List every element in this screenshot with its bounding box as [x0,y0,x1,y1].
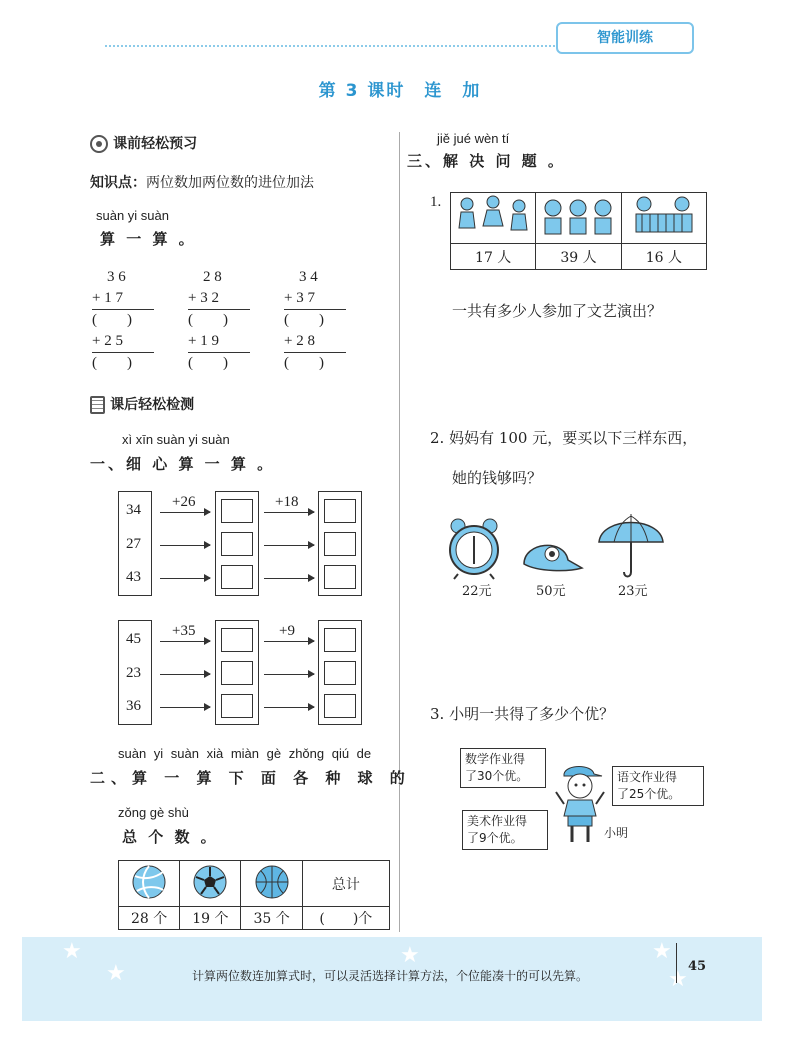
q1-heading: 一、细 心 算 一 算 。 [90,455,276,473]
star-icon: ★ [400,943,420,968]
sum-line: + 2 5 [92,333,123,349]
star-icon: ★ [62,939,82,964]
boy-xiaoming-icon [552,762,608,848]
accordion-cell [621,193,706,244]
arrow-right-icon [264,512,314,513]
sum-line: + 3 7 [284,290,315,306]
answer-box[interactable] [221,499,253,523]
calculator-icon [90,396,105,414]
answer-box[interactable] [221,565,253,589]
answer-box[interactable] [324,628,356,652]
singers-cell [536,193,621,244]
sum-line: + 1 7 [92,290,123,306]
basketball-icon [254,864,290,900]
arrow-right-icon [160,512,210,513]
soccer-ball-cell [180,861,241,907]
knowledge-label: 知识点： [90,175,146,191]
input-number: 23 [126,665,141,681]
math-speech-bubble [460,748,546,788]
bubble-line: 了9个优。 [467,831,523,845]
answer-column-1b [318,491,362,596]
count-cell: 35 个 [241,907,302,930]
operator-label: +26 [172,494,196,510]
ball-count-table [118,860,390,930]
performers-table [450,192,707,270]
calc-heading: 算 一 算 。 [100,230,197,248]
problem-1-number: 1. [430,194,442,210]
operator-label: +35 [172,623,196,639]
answer-blank[interactable]: ( ) [188,355,228,371]
answer-box[interactable] [221,661,253,685]
operator-label: +9 [279,623,295,639]
bubble-line: 了30个优。 [465,769,529,783]
dotted-rule [105,45,555,47]
footer-tip: 计算两位数连加算式时，可以灵活选择计算方法，个位能凑十的可以先算。 [192,969,589,983]
volleyball-cell [119,861,180,907]
answer-column-1a [215,491,259,596]
sum-line: + 1 9 [188,333,219,349]
q2-heading-2: 总 个 数 。 [122,828,219,846]
preview-section-title: 课前轻松预习 [113,136,198,152]
arrow-right-icon [160,641,210,642]
sum-line: + 2 8 [284,333,315,349]
cap-price: 50元 [536,584,566,599]
sum-line: 2 8 [188,269,222,285]
q2-pinyin-1: suàn yi suàn xià miàn gè zhǒng qiú de [118,746,372,761]
dancers-cell [451,193,536,244]
answer-column-2a [215,620,259,725]
problem-pinyin: jiě jué wèn tí [437,131,510,146]
volleyball-icon [131,864,167,900]
soccer-ball-icon [192,864,228,900]
bubble-line: 了25个优。 [617,787,681,801]
test-section-header [90,394,194,414]
basketball-cell [241,861,302,907]
arrow-right-icon [160,545,210,546]
star-icon: ★ [652,939,672,964]
answer-blank[interactable]: ( ) [188,312,228,328]
sum-line: 3 4 [284,269,318,285]
count-cell: 16 人 [621,244,706,270]
header-badge: 智能训练 [556,22,694,54]
input-number: 45 [126,631,141,647]
answer-column-2b [318,620,362,725]
calc-pinyin: suàn yi suàn [96,208,169,223]
q1-pinyin: xì xīn suàn yi suàn [122,432,230,447]
count-cell: 19 个 [180,907,241,930]
problem-2-line-2: 她的钱够吗？ [452,469,543,487]
cap-icon [518,534,584,578]
accordion-players-icon [624,194,704,238]
problem-heading: 三、解 决 问 题 。 [407,152,566,170]
star-icon: ★ [106,961,126,986]
page-title: 第 3 课时 连 加 [318,81,482,101]
count-cell: 28 个 [119,907,180,930]
singing-children-icon [538,194,618,238]
column-divider [399,132,400,932]
clock-price: 22元 [462,584,492,599]
input-number: 34 [126,502,141,518]
answer-box[interactable] [221,532,253,556]
sum-line: 3 6 [92,269,126,285]
arrow-right-icon [160,578,210,579]
vertical-sum-2 [188,267,250,374]
answer-blank[interactable]: ( ) [284,312,324,328]
input-column-2 [118,620,152,725]
answer-blank[interactable]: ( ) [92,312,132,328]
operator-label: +18 [275,494,299,510]
answer-box[interactable] [324,499,356,523]
count-cell: 17 人 [451,244,536,270]
page-divider [676,943,677,983]
art-speech-bubble [462,810,548,850]
xiaoming-label: 小明 [604,826,629,840]
arrow-right-icon [264,578,314,579]
bubble-line: 数学作业得 [465,752,526,766]
knowledge-text: 两位数加两位数的进位加法 [146,175,314,191]
input-number: 43 [126,569,141,585]
answer-box[interactable] [324,565,356,589]
problem-1-question: 一共有多少人参加了文艺演出？ [452,302,663,320]
input-number: 27 [126,536,141,552]
input-column-1 [118,491,152,596]
answer-box[interactable] [324,532,356,556]
input-number: 36 [126,698,141,714]
alarm-clock-icon [444,518,504,580]
umbrella-price: 23元 [618,584,648,599]
page-number: 45 [688,959,707,974]
preview-section-header [90,133,197,153]
test-section-title: 课后轻松检测 [110,397,195,413]
q2-heading-1: 二、算 一 算 下 面 各 种 球 的 [90,769,411,787]
q2-pinyin-2: zǒng gè shù [118,805,189,820]
problem-2-line-1: 2. 妈妈有 100 元，要买以下三样东西， [430,429,698,447]
footer-banner [22,937,762,1021]
bubble-line: 美术作业得 [467,814,528,828]
answer-box[interactable] [221,694,253,718]
star-icon: ★ [668,967,688,992]
umbrella-icon [596,508,666,580]
chinese-speech-bubble [612,766,704,806]
answer-blank[interactable]: ( ) [92,355,132,371]
film-reel-icon [90,135,108,153]
arrow-right-icon [264,641,314,642]
answer-blank[interactable]: ( ) [284,355,324,371]
sum-line: + 3 2 [188,290,219,306]
arrow-right-icon [264,707,314,708]
bubble-line: 语文作业得 [617,770,678,784]
arrow-right-icon [160,674,210,675]
knowledge-point [90,172,314,192]
vertical-sum-3 [284,267,346,374]
answer-box[interactable] [324,694,356,718]
count-cell: 39 人 [536,244,621,270]
problem-3-question: 3. 小明一共得了多少个优？ [430,705,615,723]
arrow-right-icon [160,707,210,708]
arrow-right-icon [264,674,314,675]
answer-box[interactable] [324,661,356,685]
vertical-sum-1 [92,267,154,374]
answer-box[interactable] [221,628,253,652]
dancing-children-icon [453,194,533,238]
total-label: 总计 [302,861,389,907]
arrow-right-icon [264,545,314,546]
total-answer-blank[interactable]: ( )个 [302,907,389,930]
